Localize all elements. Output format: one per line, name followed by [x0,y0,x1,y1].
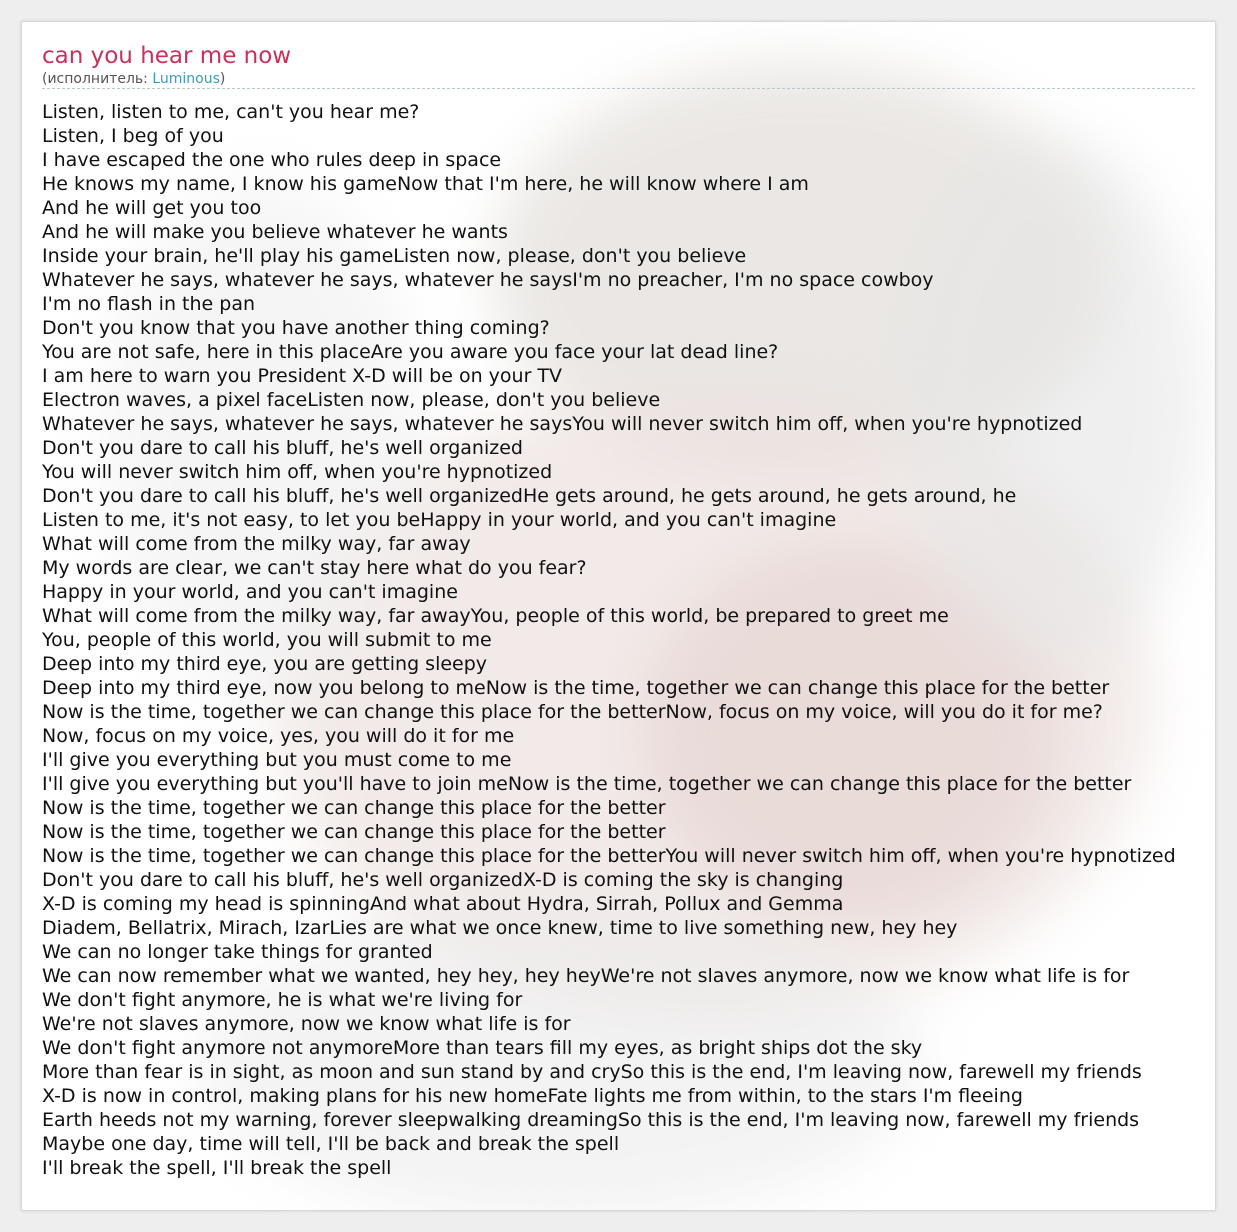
lyric-line: He knows my name, I know his gameNow that I'm here, he will know where I am [42,173,809,195]
lyric-line: Diadem, Bellatrix, Mirach, IzarLies are what we once knew, time to live something new, hey hey [42,917,958,939]
lyric-line: Now is the time, together we can change this place for the betterYou will never switch him off, when you're hypnotized [42,845,1176,867]
lyric-line: More than fear is in sight, as moon and sun stand by and crySo this is the end, I'm leaving now, farewell my friends [42,1061,1142,1083]
lyric-line: Now is the time, together we can change this place for the better [42,821,666,843]
artist-line [42,70,1195,88]
lyric-line: What will come from the milky way, far away [42,533,471,555]
lyric-line: Listen to me, it's not easy, to let you beHappy in your world, and you can't imagine [42,509,837,531]
lyric-line: We're not slaves anymore, now we know what life is for [42,1013,571,1035]
lyric-line: We can no longer take things for granted [42,941,433,963]
lyric-line: Earth heeds not my warning, forever sleepwalking dreamingSo this is the end, I'm leaving now, farewell my friends [42,1109,1140,1131]
lyric-line: X-D is now in control, making plans for his new homeFate lights me from within, to the stars I'm fleeing [42,1085,1023,1107]
lyric-line: Deep into my third eye, now you belong to meNow is the time, together we can change this place for the better [42,677,1110,699]
lyric-line: Happy in your world, and you can't imagine [42,581,458,603]
lyrics-card [21,21,1216,1211]
lyric-line: Don't you dare to call his bluff, he's well organizedX-D is coming the sky is changing [42,869,844,891]
lyric-line: Electron waves, a pixel faceListen now, please, don't you believe [42,389,661,411]
lyrics-text [42,100,1216,1180]
lyric-line: I'll give you everything but you'll have to join meNow is the time, together we can change this place for the better [42,773,1132,795]
lyric-line: Deep into my third eye, you are getting sleepy [42,653,488,675]
lyric-line: My words are clear, we can't stay here what do you fear? [42,557,587,579]
lyric-line: I'll break the spell, I'll break the spell [42,1157,392,1179]
lyric-line: Whatever he says, whatever he says, whatever he saysI'm no preacher, I'm no space cowboy [42,269,934,291]
lyric-line: I am here to warn you President X-D will be on your TV [42,365,563,387]
song-title: can you hear me now [42,43,292,69]
lyric-line: X-D is coming my head is spinningAnd what about Hydra, Sirrah, Pollux and Gemma [42,893,844,915]
artist-prefix: (исполнитель: [42,71,153,87]
lyric-line: And he will make you believe whatever he wants [42,221,508,243]
lyric-line: Maybe one day, time will tell, I'll be back and break the spell [42,1133,620,1155]
lyric-line: Now is the time, together we can change this place for the betterNow, focus on my voice, will you do it for me? [42,701,1103,723]
lyric-line: You will never switch him off, when you're hypnotized [42,461,553,483]
artist-suffix: ) [219,71,226,87]
lyric-line: Don't you dare to call his bluff, he's well organizedHe gets around, he gets around, he gets around, he [42,485,1017,507]
lyric-line: You are not safe, here in this placeAre you aware you face your lat dead line? [42,341,779,363]
lyric-line: I have escaped the one who rules deep in space [42,149,502,171]
lyric-line: Listen, listen to me, can't you hear me? [42,101,420,123]
lyric-line: And he will get you too [42,197,262,219]
lyric-line: You, people of this world, you will submit to me [42,629,492,651]
artist-link[interactable]: Luminous [152,71,220,87]
lyric-line: Whatever he says, whatever he says, whatever he saysYou will never switch him off, when you're hypnotized [42,413,1083,435]
lyric-line: We don't fight anymore, he is what we're living for [42,989,523,1011]
lyric-line: We don't fight anymore not anymoreMore than tears fill my eyes, as bright ships dot the sky [42,1037,923,1059]
lyric-line: Now, focus on my voice, yes, you will do it for me [42,725,515,747]
lyric-line: Don't you dare to call his bluff, he's well organized [42,437,523,459]
lyric-line: We can now remember what we wanted, hey hey, hey heyWe're not slaves anymore, now we know what life is for [42,965,1130,987]
lyric-line: Inside your brain, he'll play his gameListen now, please, don't you believe [42,245,747,267]
lyric-line: I'm no flash in the pan [42,293,255,315]
song-header [42,42,1195,88]
lyric-line: Now is the time, together we can change this place for the better [42,797,666,819]
header-divider [42,88,1195,89]
lyric-line: Don't you know that you have another thing coming? [42,317,550,339]
lyric-line: What will come from the milky way, far awayYou, people of this world, be prepared to greet me [42,605,949,627]
lyric-line: I'll give you everything but you must come to me [42,749,512,771]
lyric-line: Listen, I beg of you [42,125,224,147]
